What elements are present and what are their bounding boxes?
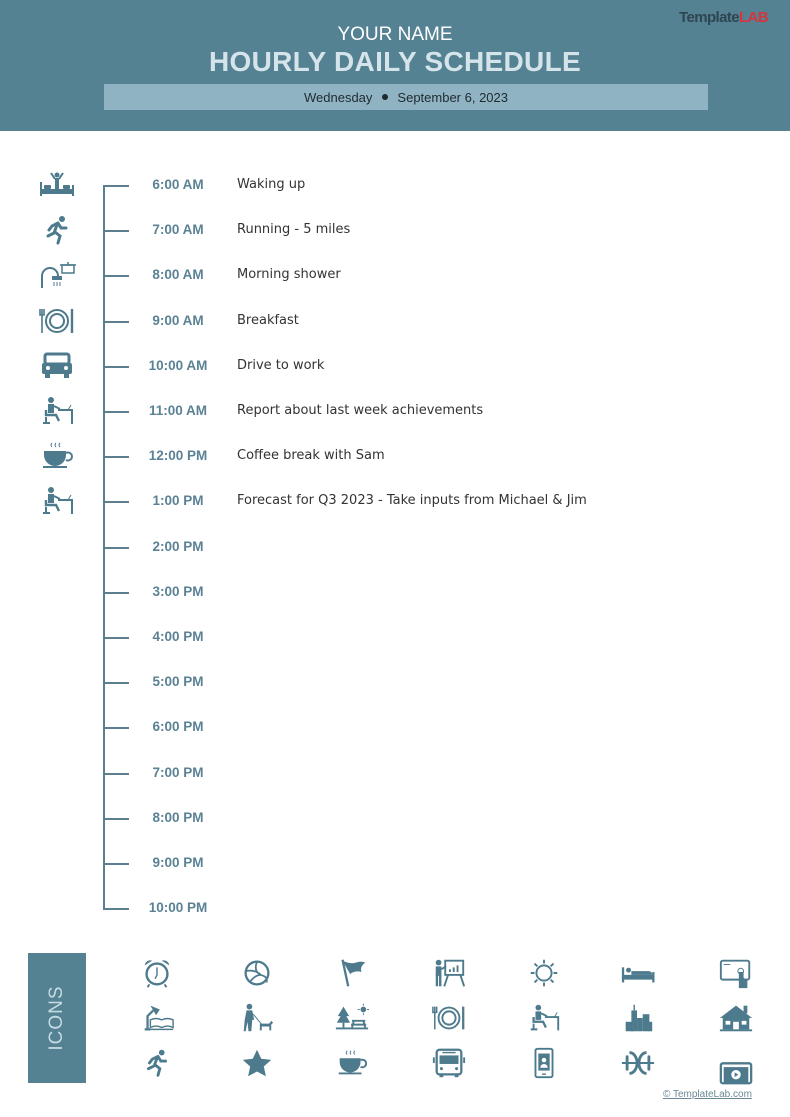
schedule-row <box>0 352 790 382</box>
task-entry[interactable]: Report about last week achievements <box>237 403 484 418</box>
sun-icon <box>526 957 562 989</box>
running-icon <box>139 1047 175 1079</box>
running-icon <box>38 215 76 245</box>
dumbbell-icon <box>620 1047 656 1079</box>
timeline-tick <box>103 727 129 729</box>
flag-icon <box>334 957 370 989</box>
schedule-row <box>0 533 790 563</box>
plate-cutlery-icon <box>38 306 76 336</box>
timeline-tick <box>103 501 129 503</box>
desk-worker-icon <box>526 1002 562 1034</box>
timeline-tick <box>103 230 129 232</box>
city-buildings-icon <box>620 1002 656 1034</box>
bus-icon <box>431 1047 467 1079</box>
desk-lamp-book-icon <box>139 1002 175 1034</box>
schedule-row <box>0 804 790 834</box>
timeline-tick <box>103 547 129 549</box>
time-label: 1:00 PM <box>152 493 204 509</box>
timeline-tick <box>103 456 129 458</box>
time-label: 9:00 PM <box>152 855 204 870</box>
timeline-tick <box>103 321 129 323</box>
desk-worker-icon <box>38 486 76 516</box>
schedule-row <box>0 578 790 608</box>
wake-up-bed-icon <box>38 170 76 200</box>
time-label: 12:00 PM <box>148 448 208 464</box>
schedule-row <box>0 216 790 246</box>
timeline-tick <box>103 275 129 277</box>
time-label: 10:00 PM <box>148 900 208 916</box>
your-name-heading: YOUR NAME <box>337 24 453 45</box>
timeline-tick <box>103 366 129 368</box>
time-label: 7:00 PM <box>152 764 204 780</box>
house-icon <box>718 1002 754 1034</box>
timeline-tick <box>103 863 129 865</box>
coffee-cup-icon <box>38 441 76 471</box>
task-entry[interactable]: Waking up <box>237 177 306 192</box>
task-entry[interactable]: Morning shower <box>237 267 341 283</box>
time-label: 4:00 PM <box>152 629 204 644</box>
desk-worker-icon <box>38 396 76 426</box>
presentation-icon <box>431 957 467 989</box>
schedule-row <box>0 894 790 924</box>
timeline-tick <box>103 592 129 594</box>
icons-section-label: ICONS <box>28 953 86 1083</box>
task-entry[interactable]: Running - 5 miles <box>237 222 351 238</box>
shower-icon <box>38 260 76 290</box>
weekday-text: Wednesday <box>304 89 373 105</box>
timeline-tick <box>103 185 129 187</box>
task-entry[interactable]: Breakfast <box>237 312 299 328</box>
timeline-tick <box>103 411 129 413</box>
bullet-separator <box>382 94 388 100</box>
page-title: HOURLY DAILY SCHEDULE <box>209 46 581 77</box>
coffee-cup-icon <box>334 1047 370 1079</box>
smartphone-icon <box>526 1047 562 1079</box>
picnic-park-icon <box>334 1002 370 1034</box>
timeline-tick <box>103 637 129 639</box>
timeline-tick <box>103 908 129 910</box>
time-label: 8:00 AM <box>152 267 204 283</box>
time-label: 5:00 PM <box>152 674 204 690</box>
alarm-clock-icon <box>139 957 175 989</box>
templatelab-footer-link[interactable]: © TemplateLab.com <box>663 1089 752 1100</box>
time-label: 6:00 PM <box>152 719 204 735</box>
task-entry[interactable]: Forecast for Q3 2023 - Take inputs from Michael & Jim <box>237 493 587 509</box>
task-entry[interactable]: Drive to work <box>237 357 325 373</box>
templatelab-logo[interactable]: TemplateLAB <box>679 9 768 26</box>
date-text: September 6, 2023 <box>397 89 508 105</box>
header-band <box>0 0 790 131</box>
volleyball-icon <box>239 957 275 989</box>
date-bar <box>104 84 708 110</box>
schedule-row <box>0 442 790 472</box>
timeline-tick <box>103 818 129 820</box>
schedule-row <box>0 307 790 337</box>
timeline-tick <box>103 682 129 684</box>
schedule-row <box>0 849 790 879</box>
schedule-row <box>0 759 790 789</box>
time-label: 11:00 AM <box>148 403 208 418</box>
schedule-row <box>0 261 790 291</box>
time-label: 7:00 AM <box>152 222 204 238</box>
time-label: 6:00 AM <box>152 177 204 192</box>
plate-cutlery-icon <box>431 1002 467 1034</box>
task-entry[interactable]: Coffee break with Sam <box>237 448 385 464</box>
car-icon <box>38 351 76 381</box>
time-label: 9:00 AM <box>152 312 204 328</box>
time-label: 3:00 PM <box>152 583 204 599</box>
video-player-icon <box>718 1053 754 1085</box>
time-label: 10:00 AM <box>148 357 208 373</box>
star-icon <box>239 1047 275 1079</box>
schedule-row <box>0 171 790 201</box>
bed-sleep-icon <box>620 957 656 989</box>
time-label: 8:00 PM <box>152 809 204 825</box>
schedule-row <box>0 623 790 653</box>
schedule-row <box>0 487 790 517</box>
time-label: 2:00 PM <box>152 538 204 554</box>
touch-screen-icon <box>718 957 754 989</box>
dog-walk-icon <box>239 1002 275 1034</box>
schedule-row <box>0 713 790 743</box>
schedule-row <box>0 397 790 427</box>
schedule-row <box>0 668 790 698</box>
timeline-tick <box>103 773 129 775</box>
